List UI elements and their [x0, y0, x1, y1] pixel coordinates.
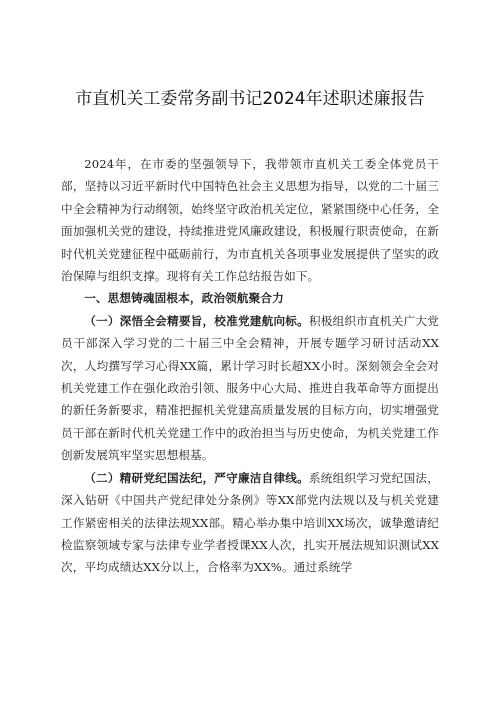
document-title: 市直机关工委常务副书记2024年述职述廉报告: [75, 89, 425, 109]
paragraph-1-lead: （一）深悟全会精要旨，校准党建航向标。: [84, 313, 309, 328]
intro-paragraph: 2024年，在市委的坚强领导下，我带领市直机关工委全体党员干部，坚持以习近平新时代中国特色社会主义思想为指导，以党的二十届三中全会精神为行动纲领，始终坚守政治机关定位，紧紧围绕中心任务，全面加强机关党的建设，持续推进党风廉政建设，积极履行职责使命，在新时代机关党建征程中砥砺前行，为市直机关各项事业发展提供了坚实的政治保障与组织支撑。现将有关工作总结报告如下。: [61, 157, 439, 284]
section-heading: 一、思想铸魂固根本，政治领航聚合力: [84, 291, 284, 306]
paragraph-2: [61, 467, 439, 579]
paragraph-2-lead: （二）精研党纪国法纪，严守廉洁自律线。: [84, 470, 309, 485]
document-body: [61, 153, 439, 579]
paragraph-1-body: 积极组织市直机关广大党员干部深入学习党的二十届三中全会精神，开展专题学习研讨活动XX次，人均撰写学习心得XX篇，累计学习时长超XX小时。深刻领会全会对机关党建工作在强化政治引领、服务中心大局、推进自我革命等方面提出的新任务新要求，精准把握机关党建高质量发展的目标方向，切实增强党员干部在新时代机关党建工作中的政治担当与历史使命，为机关党建工作创新发展筑牢坚实思想根基。: [61, 313, 439, 463]
paragraph-1: [61, 310, 439, 467]
paragraph-2-body: 系统组织学习党纪国法，深入钻研《中国共产党纪律处分条例》等XX部党内法规以及与机关党建工作紧密相关的法律法规XX部。精心举办集中培训XX场次，诚挚邀请纪检监察领域专家与法律专业学者授课XX人次，扎实开展法规知识测试XX次，平均成绩达XX分以上，合格率为XX%。通过系统学: [61, 470, 439, 575]
